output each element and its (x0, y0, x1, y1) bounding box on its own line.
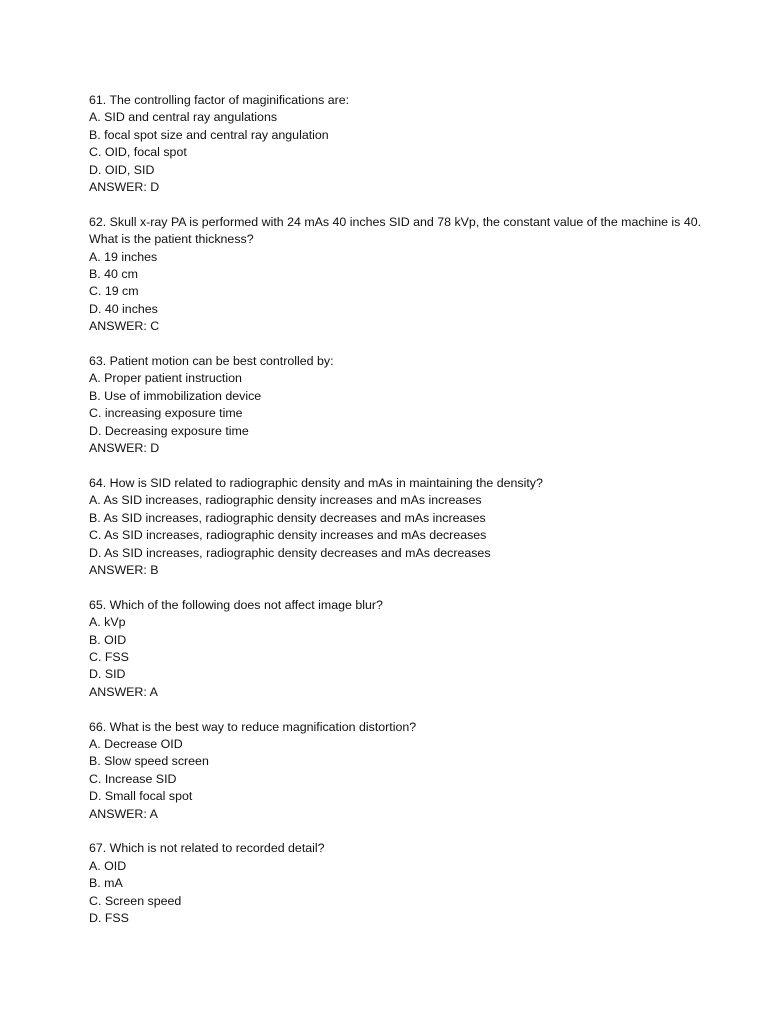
option-c: C. OID, focal spot (89, 145, 187, 160)
question-stem: 66. What is the best way to reduce magnification distortion? (89, 719, 417, 734)
option-a: A. OID (89, 858, 127, 873)
option-d: D. OID, SID (89, 162, 155, 177)
answer-line: ANSWER: D (89, 441, 160, 456)
question-66 (89, 719, 729, 823)
option-c: C. increasing exposure time (89, 406, 243, 421)
question-stem: 64. How is SID related to radiographic density and mAs in maintaining the density? (89, 475, 543, 490)
option-d: D. As SID increases, radiographic density decreases and mAs decreases (89, 545, 491, 560)
option-d: D. SID (89, 667, 126, 682)
option-a: A. kVp (89, 615, 126, 630)
option-a: A. Proper patient instruction (89, 371, 242, 386)
option-c: C. As SID increases, radiographic density increases and mAs decreases (89, 528, 487, 543)
option-b: B. 40 cm (89, 267, 138, 282)
option-b: B. focal spot size and central ray angulation (89, 127, 329, 142)
option-c: C. Screen speed (89, 893, 182, 908)
question-64 (89, 475, 729, 579)
answer-line: ANSWER: A (89, 684, 158, 699)
option-b: B. mA (89, 876, 123, 891)
option-b: B. As SID increases, radiographic density decreases and mAs increases (89, 510, 486, 525)
option-a: A. SID and central ray angulations (89, 110, 278, 125)
question-67 (89, 840, 729, 927)
question-stem: 63. Patient motion can be best controlled by: (89, 354, 334, 369)
option-b: B. Use of immobilization device (89, 388, 262, 403)
option-b: B. Slow speed screen (89, 754, 209, 769)
question-63 (89, 353, 729, 457)
option-c: C. FSS (89, 649, 129, 664)
answer-line: ANSWER: A (89, 806, 158, 821)
question-62 (89, 214, 729, 336)
option-a: A. As SID increases, radiographic density increases and mAs increases (89, 493, 482, 508)
option-d: D. 40 inches (89, 301, 158, 316)
option-d: D. Decreasing exposure time (89, 423, 249, 438)
option-a: A. Decrease OID (89, 736, 183, 751)
question-stem: 61. The controlling factor of maginifications are: (89, 93, 350, 107)
option-a: A. 19 inches (89, 249, 158, 264)
answer-line: ANSWER: D (89, 180, 160, 195)
option-c: C. 19 cm (89, 284, 139, 299)
option-c: C. Increase SID (89, 771, 177, 786)
answer-line: ANSWER: C (89, 319, 160, 334)
question-stem: 67. Which is not related to recorded detail? (89, 841, 325, 856)
option-b: B. OID (89, 632, 127, 647)
question-61 (89, 92, 729, 196)
option-d: D. FSS (89, 911, 129, 925)
question-stem: 65. Which of the following does not affect image blur? (89, 597, 383, 612)
document-page (89, 92, 729, 945)
question-65 (89, 597, 729, 701)
question-stem: 62. Skull x-ray PA is performed with 24 mAs 40 inches SID and 78 kVp, the constant value of the machine is 40. What is the patient thickness? (89, 214, 705, 247)
option-d: D. Small focal spot (89, 789, 193, 804)
answer-line: ANSWER: B (89, 562, 159, 577)
